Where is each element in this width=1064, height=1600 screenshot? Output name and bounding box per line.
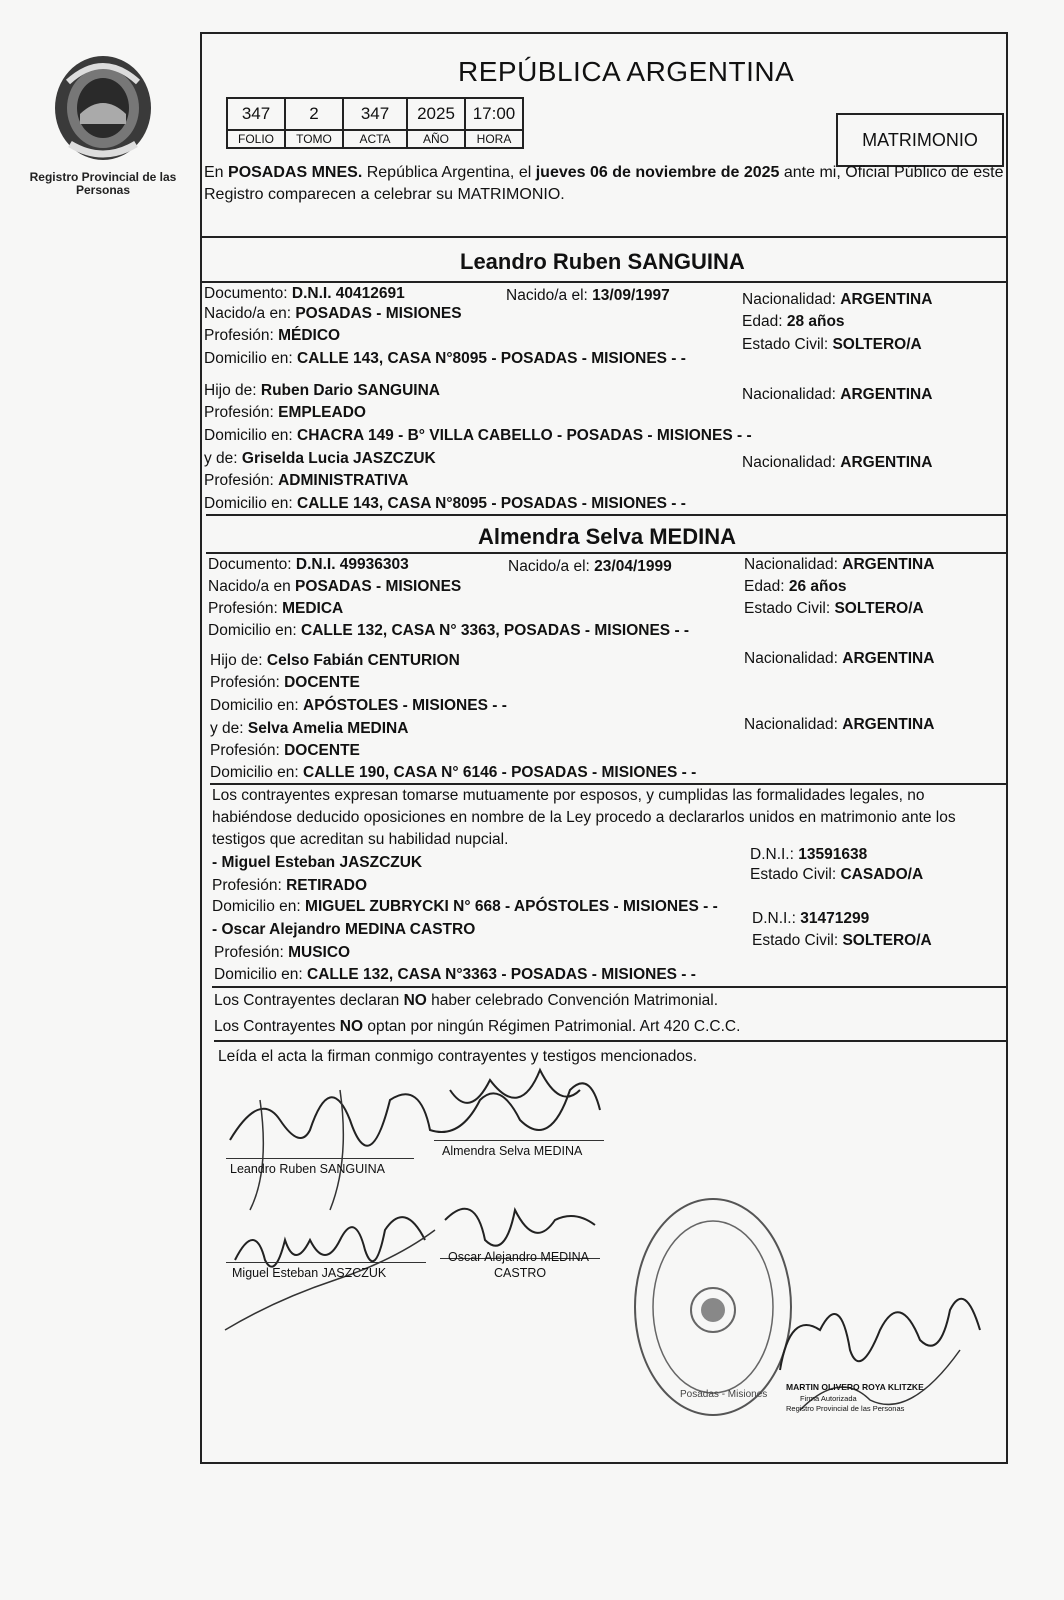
witness1-address: Domicilio en: MIGUEL ZUBRYCKI N° 668 - APÓSTOLES - MISIONES - - — [212, 898, 718, 915]
spouse1-civil-status: Estado Civil: SOLTERO/A — [742, 336, 922, 353]
spouse2-father-profession: Profesión: DOCENTE — [210, 674, 360, 691]
logo-caption: Registro Provincial de las Personas — [29, 170, 177, 197]
signature-label-witness1: Miguel Esteban JASZCZUK — [232, 1266, 387, 1280]
declaration-paragraph: Los contrayentes expresan tomarse mutuamente por esposos, y cumplidas las formalidades legales, no habiéndose deducido oposiciones en nombre de la Ley procedo a declararlos unidos en matrimonio ante los testigos que acreditan su habilidad nupcial. — [212, 787, 956, 848]
registry-logo — [28, 52, 178, 197]
spouse2-birthplace: Nacido/a en POSADAS - MISIONES — [208, 578, 462, 595]
intro-paragraph: En POSADAS MNES. República Argentina, el jueves 06 de noviembre de 2025 ante mi, Oficial Público de este Registro comparecen a celebrar su MATRIMONIO. — [204, 164, 1004, 203]
spouse1-address: Domicilio en: CALLE 143, CASA N°8095 - POSADAS - MISIONES - - — [204, 350, 686, 367]
signature-line — [434, 1140, 604, 1141]
spouse1-birthdate: Nacido/a el: 13/09/1997 — [506, 287, 670, 304]
spouse1-mother-nationality: Nacionalidad: ARGENTINA — [742, 454, 933, 471]
spouse2-address: Domicilio en: CALLE 132, CASA N° 3363, POSADAS - MISIONES - - — [208, 622, 690, 639]
spouse2-birthdate: Nacido/a el: 23/04/1999 — [508, 558, 672, 575]
spouse1-mother-profession: Profesión: ADMINISTRATIVA — [204, 472, 409, 489]
divider — [201, 236, 1006, 238]
signature-label-witness2-line2: CASTRO — [494, 1266, 547, 1280]
misiones-seal-icon — [48, 52, 158, 162]
spouse1-father-nationality: Nacionalidad: ARGENTINA — [742, 386, 933, 403]
spouse1-father-address: Domicilio en: CHACRA 149 - B° VILLA CABELLO - POSADAS - MISIONES - - — [204, 427, 752, 444]
spouse1-mother-address: Domicilio en: CALLE 143, CASA N°8095 - POSADAS - MISIONES - - — [204, 495, 686, 512]
record-type-box: MATRIMONIO — [836, 113, 1004, 167]
hour-value: 17:00 — [465, 98, 523, 130]
witness2-profession: Profesión: MUSICO — [214, 944, 351, 961]
spouse2-nationality: Nacionalidad: ARGENTINA — [744, 556, 935, 573]
witness1-name: - Miguel Esteban JASZCZUK — [212, 854, 423, 871]
acta-label: ACTA — [343, 130, 407, 148]
signature-label-spouse1: Leandro Ruben SANGUINA — [230, 1162, 385, 1176]
stamp-city: Posadas - Misiones — [680, 1389, 768, 1400]
spouse2-father-nationality: Nacionalidad: ARGENTINA — [744, 650, 935, 667]
folio-label: FOLIO — [227, 130, 285, 148]
spouse1-document: Documento: D.N.I. 40412691 — [204, 285, 405, 302]
page-title: REPÚBLICA ARGENTINA — [458, 56, 795, 87]
spouse2-father: Hijo de: Celso Fabián CENTURION — [210, 652, 460, 669]
spouse2-mother-address: Domicilio en: CALLE 190, CASA N° 6146 - POSADAS - MISIONES - - — [210, 764, 697, 781]
tomo-label: TOMO — [285, 130, 343, 148]
spouse2-mother-nationality: Nacionalidad: ARGENTINA — [744, 716, 935, 733]
divider — [201, 281, 1006, 283]
spouse2-name: Almendra Selva MEDINA — [478, 524, 736, 549]
witness2-dni: D.N.I.: 31471299 — [752, 910, 870, 927]
spouse2-father-address: Domicilio en: APÓSTOLES - MISIONES - - — [210, 697, 507, 714]
witness2-name: - Oscar Alejandro MEDINA CASTRO — [212, 921, 476, 938]
spouse1-father: Hijo de: Ruben Dario SANGUINA — [204, 382, 440, 399]
official-name: MARTIN OLIVERO ROYA KLITZKE — [786, 1382, 924, 1392]
spouse1-nationality: Nacionalidad: ARGENTINA — [742, 291, 933, 308]
official-role: Firma Autorizada — [800, 1394, 857, 1403]
spouse1-birthplace: Nacido/a en: POSADAS - MISIONES — [204, 305, 462, 322]
divider — [206, 514, 1006, 516]
signature-intro: Leída el acta la firman conmigo contrayentes y testigos mencionados. — [218, 1048, 698, 1065]
witness1-profession: Profesión: RETIRADO — [212, 877, 368, 894]
spouse1-profession: Profesión: MÉDICO — [204, 327, 341, 344]
spouse1-father-profession: Profesión: EMPLEADO — [204, 404, 366, 421]
spouse1-name: Leandro Ruben SANGUINA — [460, 249, 745, 274]
witness2-address: Domicilio en: CALLE 132, CASA N°3363 - POSADAS - MISIONES - - — [214, 966, 696, 983]
divider — [206, 552, 1006, 554]
divider — [212, 986, 1006, 988]
spouse2-document: Documento: D.N.I. 49936303 — [208, 556, 409, 573]
witness2-civil-status: Estado Civil: SOLTERO/A — [752, 932, 932, 949]
acta-value: 347 — [343, 98, 407, 130]
spouse2-mother-profession: Profesión: DOCENTE — [210, 742, 360, 759]
witness1-civil-status: Estado Civil: CASADO/A — [750, 866, 924, 883]
registry-table — [226, 97, 524, 149]
signature-line — [226, 1158, 414, 1159]
spouse1-age: Edad: 28 años — [742, 313, 845, 330]
year-value: 2025 — [407, 98, 465, 130]
hour-label: HORA — [465, 130, 523, 148]
year-label: AÑO — [407, 130, 465, 148]
divider — [214, 1040, 1006, 1042]
regime-statement: Los Contrayentes NO optan por ningún Régimen Patrimonial. Art 420 C.C.C. — [214, 1018, 741, 1035]
convention-statement: Los Contrayentes declaran NO haber celebrado Convención Matrimonial. — [214, 992, 719, 1009]
witness1-dni: D.N.I.: 13591638 — [750, 846, 868, 863]
spouse2-civil-status: Estado Civil: SOLTERO/A — [744, 600, 924, 617]
spouse2-mother: y de: Selva Amelia MEDINA — [210, 720, 409, 737]
official-office: Registro Provincial de las Personas — [786, 1404, 905, 1413]
signature-label-spouse2: Almendra Selva MEDINA — [442, 1144, 583, 1158]
spouse2-age: Edad: 26 años — [744, 578, 847, 595]
signature-line — [226, 1262, 426, 1263]
folio-value: 347 — [227, 98, 285, 130]
tomo-value: 2 — [285, 98, 343, 130]
spouse2-profession: Profesión: MEDICA — [208, 600, 344, 617]
signature-label-witness2: Oscar Alejandro MEDINA — [448, 1250, 590, 1264]
spouse1-mother: y de: Griselda Lucia JASZCZUK — [204, 450, 436, 467]
